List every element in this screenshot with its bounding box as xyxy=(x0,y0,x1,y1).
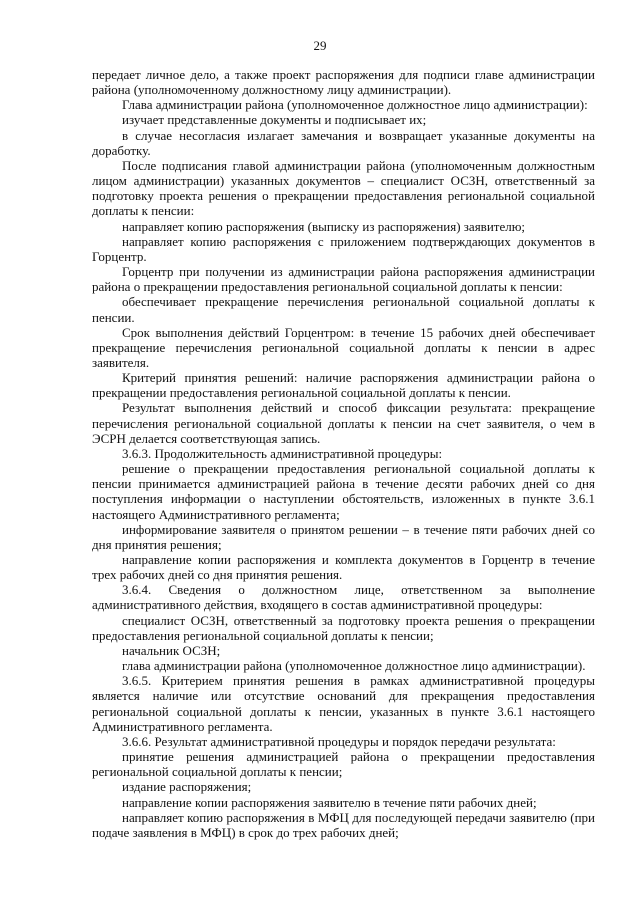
section-heading: 3.6.3. Продолжительность административной процедуры: xyxy=(122,445,443,461)
paragraph: Глава администрации района (уполномоченное должностное лицо администрации): xyxy=(122,97,588,113)
section-heading: 3.6.6. Результат административной процедуры и порядок передачи результата: xyxy=(122,733,556,749)
paragraph: издание распоряжения; xyxy=(122,779,252,795)
paragraph: направляет копию распоряжения с приложением подтверждающих документов в Горцентр. xyxy=(92,233,595,264)
paragraph: изучает представленные документы и подписывает их; xyxy=(122,112,427,128)
paragraph: направление копии распоряжения заявителю в течение пяти рабочих дней; xyxy=(122,794,537,810)
paragraph: информирование заявителя о принятом решении – в течение пяти рабочих дней со дня принятия решения; xyxy=(92,521,595,552)
paragraph: Горцентр при получении из администрации района распоряжения администрации района о прекращении предоставления региональной социальной доплаты к пенсии: xyxy=(92,264,595,295)
paragraph: После подписания главой администрации района (уполномоченным должностным лицом администрации) указанных документов – специалист ОСЗН, ответственный за подготовку проекта решения о прекращении предоставления региональной социальной доплаты к пенсии: xyxy=(92,157,595,219)
paragraph: Результат выполнения действий и способ фиксации результата: прекращение перечисления региональной социальной доплаты к пенсии на счет заявителя, о чем в ЭСРН делается соответствующая запись. xyxy=(92,400,595,446)
paragraph: принятие решения администрацией района о прекращении предоставления региональной социальной доплаты к пенсии; xyxy=(92,749,595,780)
paragraph: направление копии распоряжения и комплекта документов в Горцентр в течение трех рабочих дней со дня принятия решения. xyxy=(92,552,595,583)
paragraph: Срок выполнения действий Горцентром: в течение 15 рабочих дней обеспечивает прекращение перечисления региональной социальной доплаты к пенсии в адрес заявителя. xyxy=(92,324,595,370)
page-number: 29 xyxy=(313,38,327,53)
paragraph: передает личное дело, а также проект распоряжения для подписи главе администрации района (уполномоченному должностному лицу администрации). xyxy=(92,67,595,98)
section-heading: 3.6.5. Критерием принятия решения в рамках административной процедуры является наличие или отсутствие оснований для прекращения предоставления региональной социальной доплаты к пенсии, указанных в пункте 3.6.1 настоящего Административного регламента. xyxy=(92,673,595,734)
paragraph: решение о прекращении предоставления региональной социальной доплаты к пенсии принимается администрацией района в течение десяти рабочих дней со дня поступления информации о наступлении обстоятельств, изложенных в пункте 3.6.1 настоящего Административного регламента; xyxy=(92,461,595,522)
paragraph: глава администрации района (уполномоченное должностное лицо администрации). xyxy=(122,658,586,674)
paragraph: начальник ОСЗН; xyxy=(122,642,221,658)
paragraph: направляет копию распоряжения (выписку из распоряжения) заявителю; xyxy=(122,218,526,234)
paragraph: в случае несогласия излагает замечания и возвращает указанные документы на доработку. xyxy=(92,127,595,158)
paragraph: специалист ОСЗН, ответственный за подготовку проекта решения о прекращении предоставления региональной социальной доплаты к пенсии; xyxy=(92,612,595,643)
section-heading: 3.6.4. Сведения о должностном лице, ответственном за выполнение административного действия, входящего в состав административной процедуры: xyxy=(92,582,595,613)
paragraph: обеспечивает прекращение перечисления региональной социальной доплаты к пенсии. xyxy=(92,294,595,325)
document-body xyxy=(92,67,595,840)
paragraph: Критерий принятия решений: наличие распоряжения администрации района о прекращении предоставления региональной социальной доплаты к пенсии. xyxy=(92,370,595,401)
paragraph: направляет копию распоряжения в МФЦ для последующей передачи заявителю (при подаче заявления в МФЦ) в срок до трех рабочих дней; xyxy=(92,809,595,840)
